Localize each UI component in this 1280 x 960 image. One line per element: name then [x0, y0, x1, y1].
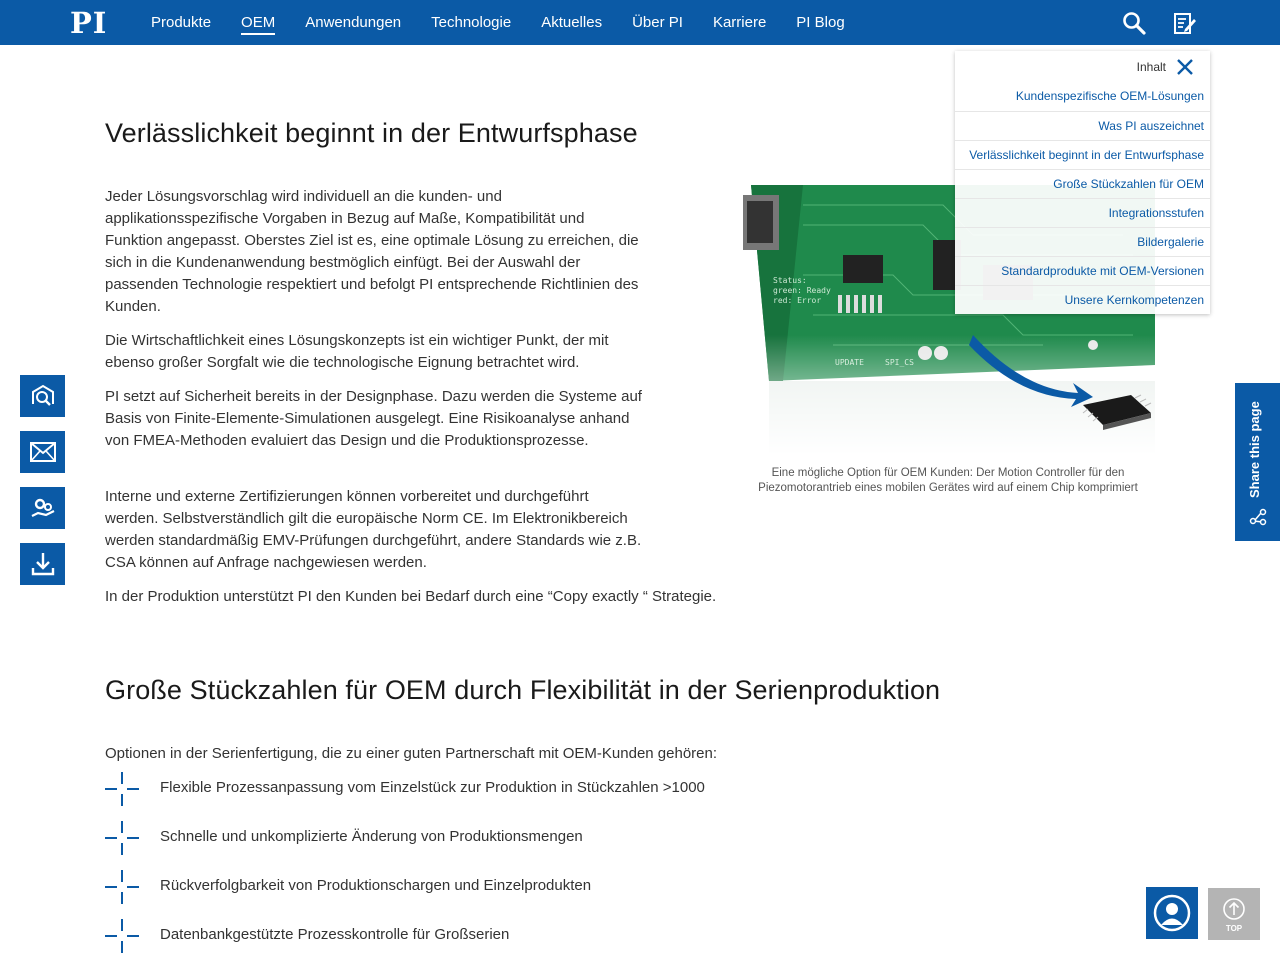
board-status-label: Status:: [773, 276, 807, 285]
paragraph: In der Produktion unterstützt PI den Kunden bei Bedarf durch eine “Copy exactly “ Strategie.: [105, 588, 717, 605]
nav-oem[interactable]: OEM: [241, 0, 275, 45]
toc-header: [1137, 55, 1194, 79]
toc-item[interactable]: Was PI auszeichnet: [955, 111, 1210, 140]
toc-item[interactable]: Bildergalerie: [955, 227, 1210, 256]
download-button[interactable]: [20, 543, 65, 585]
nav-karriere[interactable]: Karriere: [712, 14, 767, 31]
toc-item[interactable]: Kundenspezifische OEM-Lösungen: [1015, 89, 1204, 103]
paragraph: Die Wirtschaftlichkeit eines Lösungskonzepts ist ein wichtiger Punkt, der mit ebenso großer Sorgfalt wie die technologische Eignung betrachtet wird.: [105, 332, 609, 371]
product-finder-button[interactable]: [20, 375, 65, 417]
share-icon: [1249, 508, 1267, 526]
paragraph: Jeder Lösungsvorschlag wird individuell an die kunden- und applikationsspezifische Vorgaben in Bezug auf Maße, Kompatibilität und Funktion angepasst. Oberstes Ziel ist es, eine optimale Lösung zu erreichen, die sich in die Kundenanwendung bestmöglich einfügt. Bei der Auswahl der passenden Technologie respektiert und befolgt PI entsprechende Richtlinien des Kunden.: [105, 188, 639, 315]
settings-hand-icon: [29, 494, 57, 522]
download-icon: [29, 550, 57, 578]
main-nav: [151, 0, 875, 45]
paragraph: Interne und externe Zertifizierungen können vorbereitet und durchgeführt werden. Selbstverständlich gilt die europäische Norm CE. Im Elektronikbereich werden standardmäßig EMV-Prüfungen durchgeführt, andere Standards wie z.B. CSA können auf Anfrage nachgewiesen werden.: [105, 488, 642, 571]
pi-logo[interactable]: PI: [70, 6, 108, 40]
section-heading-stueckzahlen: Große Stückzahlen für OEM durch Flexibilität in der Serienproduktion: [105, 675, 941, 705]
mail-icon: [29, 441, 57, 463]
list-item-text: Schnelle und unkomplizierte Änderung von Produktionsmengen: [160, 828, 583, 845]
nav-pi-blog[interactable]: PI Blog: [796, 14, 845, 31]
nav-aktuelles[interactable]: Aktuelles: [541, 14, 603, 31]
list-item-text: Datenbankgestützte Prozesskontrolle für Großserien: [160, 926, 510, 943]
toc-item[interactable]: Unsere Kernkompetenzen: [955, 285, 1210, 314]
nav-ueber-pi[interactable]: Über PI: [632, 14, 683, 31]
product-finder-icon: [29, 382, 57, 410]
user-avatar-icon: [1153, 894, 1191, 932]
close-icon[interactable]: [1176, 58, 1194, 76]
toc-item[interactable]: Standardprodukte mit OEM-Versionen: [955, 256, 1210, 285]
share-this-page-tab[interactable]: [1235, 383, 1280, 541]
search-icon[interactable]: [1122, 11, 1146, 35]
list-item-text: Rückverfolgbarkeit von Produktionschargen und Einzelprodukten: [160, 877, 592, 894]
section-heading-entwurfsphase: Verlässlichkeit beginnt in der Entwurfsphase: [105, 118, 638, 148]
crosshair-bullet-icon: [105, 870, 139, 904]
image-caption: Eine mögliche Option für OEM Kunden: Der Motion Controller für den Piezomotorantrieb eines mobilen Gerätes wird auf einem Chip komprimiert: [758, 467, 1138, 494]
contact-person-button[interactable]: [1146, 887, 1198, 939]
nav-anwendungen[interactable]: Anwendungen: [305, 14, 402, 31]
toc-item[interactable]: Große Stückzahlen für OEM: [955, 169, 1210, 198]
service-button[interactable]: [20, 487, 65, 529]
arrow-up-icon: [1208, 888, 1260, 924]
toc-title: Inhalt: [1136, 60, 1166, 74]
share-label: Share this page: [1247, 401, 1262, 498]
table-of-contents-panel: [955, 51, 1210, 314]
crosshair-bullet-icon: [105, 772, 139, 806]
scroll-to-top-button[interactable]: [1208, 888, 1260, 940]
nav-technologie[interactable]: Technologie: [431, 14, 512, 31]
toc-item[interactable]: Integrationsstufen: [955, 198, 1210, 227]
paragraph: PI setzt auf Sicherheit bereits in der Designphase. Dazu werden die Systeme auf Basis von Finite-Elemente-Simulationen ausgelegt. Eine Risikoanalyse anhand von FMEA-Methoden evaluiert das Design und die Produktionsprozesse.: [105, 388, 642, 449]
contact-mail-button[interactable]: [20, 431, 65, 473]
crosshair-bullet-icon: [105, 919, 139, 953]
toc-list: [955, 82, 1210, 314]
form-edit-icon[interactable]: [1173, 11, 1197, 35]
list-item-text: Flexible Prozessanpassung vom Einzelstück zur Produktion in Stückzahlen >1000: [160, 779, 705, 796]
nav-produkte[interactable]: Produkte: [151, 14, 212, 31]
board-status-red: red: Error: [773, 296, 822, 305]
toc-item[interactable]: Verlässlichkeit beginnt in der Entwurfsphase: [955, 140, 1210, 169]
top-navigation-bar: [0, 0, 1280, 45]
board-status-green: green: Ready: [773, 286, 831, 295]
list-intro: Optionen in der Serienfertigung, die zu einer guten Partnerschaft mit OEM-Kunden gehören:: [105, 745, 718, 762]
top-button-label: TOP: [1225, 924, 1243, 933]
crosshair-bullet-icon: [105, 821, 139, 855]
